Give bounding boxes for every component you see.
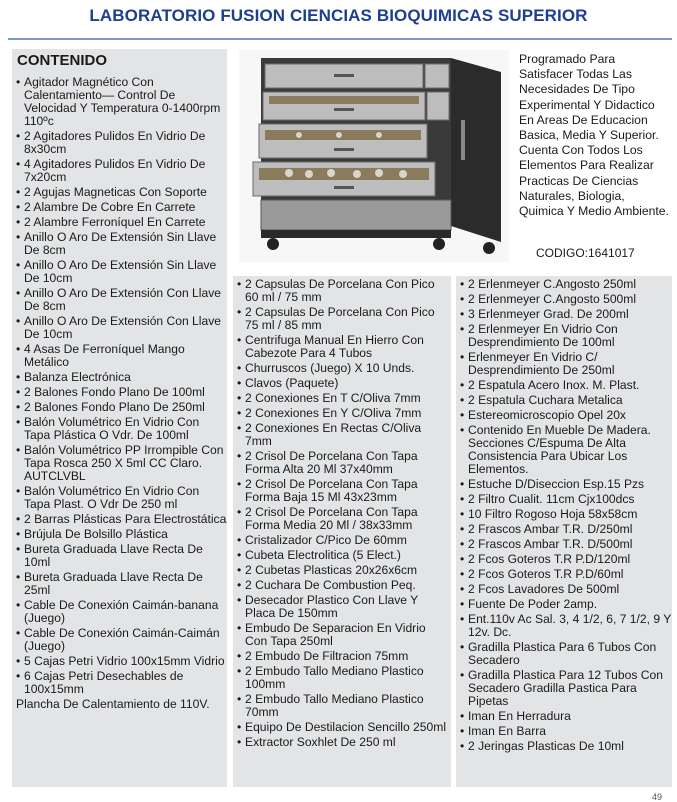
list-item: • Anillo O Aro De Extensión Sin Llave De 8cm: [16, 231, 227, 257]
cabinet-drawing: [239, 50, 509, 262]
contents-list-1: [16, 76, 227, 696]
title-rule: [8, 38, 672, 40]
list-item: • Anillo O Aro De Extensión Sin Llave De 10cm: [16, 259, 227, 285]
list-item: • 3 Erlenmeyer Grad. De 200ml: [460, 308, 672, 321]
list-item: • 4 Agitadores Pulidos En Vidrio De 7x20cm: [16, 158, 227, 184]
list-item: • 2 Conexiones En Rectas C/Oliva 7mm: [237, 422, 451, 448]
product-description: Programado Para Satisfacer Todas Las Necesidades De Tipo Experimental Y Didactico En Areas De Educacion Basica, Media Y Superior. Cuenta Con Todos Los Elementos Para Realizar Practicas De Ciencias Naturales, Biologia, Quimica Y Medio Ambiente.: [519, 52, 669, 219]
list-item: • 2 Capsulas De Porcelana Con Pico 60 ml / 75 mm: [237, 278, 451, 304]
list-item: • Cable De Conexión Caimán-Caimán (Juego): [16, 627, 227, 653]
list-item: • 2 Jeringas Plasticas De 10ml: [460, 740, 672, 753]
list-item: • 2 Crisol De Porcelana Con Tapa Forma Media 20 Ml / 38x33mm: [237, 506, 451, 532]
list-item: • Ent.110v Ac Sal. 3, 4 1/2, 6, 7 1/2, 9 Y 12v. Dc.: [460, 613, 672, 639]
list-item: • Iman En Barra: [460, 725, 672, 738]
list-item: • 2 Erlenmeyer En Vidrio Con Desprendimiento De 100ml: [460, 323, 672, 349]
list-item: • 2 Embudo Tallo Mediano Plastico 70mm: [237, 693, 451, 719]
list-item: • 2 Erlenmeyer C.Angosto 250ml: [460, 278, 672, 291]
list-item: • 2 Conexiones En T C/Oliva 7mm: [237, 392, 451, 405]
product-code: CODIGO:1641017: [536, 246, 635, 260]
contents-heading: CONTENIDO: [17, 52, 107, 69]
list-item: • Fuente De Poder 2amp.: [460, 598, 672, 611]
contents-column-3: [456, 276, 672, 787]
list-item: • 2 Crisol De Porcelana Con Tapa Forma Alta 20 Ml 37x40mm: [237, 450, 451, 476]
list-item: • 2 Cubetas Plasticas 20x26x6cm: [237, 564, 451, 577]
list-item: • 2 Fcos Lavadores De 500ml: [460, 583, 672, 596]
list-item: • 2 Balones Fondo Plano De 250ml: [16, 401, 227, 414]
list-item: • Clavos (Paquete): [237, 377, 451, 390]
list-item: • 2 Filtro Cualit. 11cm Cjx100dcs: [460, 493, 672, 506]
list-item: • Gradilla Plastica Para 12 Tubos Con Secadero Gradilla Pastica Para Pipetas: [460, 669, 672, 708]
list-item: • 2 Alambre De Cobre En Carrete: [16, 201, 227, 214]
list-item: • Brújula De Bolsillo Plástica: [16, 528, 227, 541]
cabinet-image: [239, 50, 509, 262]
list-item: • 2 Agitadores Pulidos En Vidrio De 8x30cm: [16, 130, 227, 156]
list-item: • 2 Frascos Ambar T.R. D/250ml: [460, 523, 672, 536]
list-item: • Embudo De Separacion En Vidrio Con Tapa 250ml: [237, 622, 451, 648]
list-item: • Centrifuga Manual En Hierro Con Cabezote Para 4 Tubos: [237, 334, 451, 360]
list-item: • Extractor Soxhlet De 250 ml: [237, 736, 451, 749]
list-item: • 2 Conexiones En Y C/Oliva 7mm: [237, 407, 451, 420]
list-item: • 2 Agujas Magneticas Con Soporte: [16, 186, 227, 199]
list-item: • 2 Fcos Goteros T.R P.D/60ml: [460, 568, 672, 581]
list-item: • 2 Crisol De Porcelana Con Tapa Forma Baja 15 Ml 43x23mm: [237, 478, 451, 504]
list-item: • Erlenmeyer En Vidrio C/ Desprendimiento De 250ml: [460, 351, 672, 377]
list-item: • Estereomicroscopio Opel 20x: [460, 409, 672, 422]
list-item: • 6 Cajas Petri Desechables de 100x15mm: [16, 670, 227, 696]
list-item: • 2 Capsulas De Porcelana Con Pico 75 ml / 85 mm: [237, 306, 451, 332]
list-item: • Bureta Graduada Llave Recta De 10ml: [16, 543, 227, 569]
list-item: • 2 Embudo Tallo Mediano Plastico 100mm: [237, 665, 451, 691]
list-item: • Gradilla Plastica Para 6 Tubos Con Secadero: [460, 641, 672, 667]
list-item: • 5 Cajas Petri Vidrio 100x15mm Vidrio: [16, 655, 227, 668]
list-item: • Cristalizador C/Pico De 60mm: [237, 534, 451, 547]
list-item: • 10 Filtro Rogoso Hoja 58x58cm: [460, 508, 672, 521]
list-item: • Balón Volumétrico En Vidrio Con Tapa Plast. O Vdr De 250 ml: [16, 485, 227, 511]
list-item: • Cubeta Electrolitica (5 Elect.): [237, 549, 451, 562]
list-item: • Churruscos (Juego) X 10 Unds.: [237, 362, 451, 375]
list-item: • Agitador Magnético Con Calentamiento— Control De Velocidad Y Temperatura 0-1400rpm 110ºc: [16, 76, 227, 128]
list-item: • Contenido En Mueble De Madera. Secciones C/Espuma De Alta Consistencia Para Ubicar Los Elementos.: [460, 424, 672, 476]
list-item: • 2 Frascos Ambar T.R. D/500ml: [460, 538, 672, 551]
list-item: • Equipo De Destilacion Sencillo 250ml: [237, 721, 451, 734]
contents-tail-item: Plancha De Calentamiento de 110V.: [16, 697, 210, 711]
list-item: • Estuche D/Diseccion Esp.15 Pzs: [460, 478, 672, 491]
list-item: • Balón Volumétrico En Vidrio Con Tapa Plástica O Vdr. De 100ml: [16, 416, 227, 442]
list-item: • 2 Alambre Ferroníquel En Carrete: [16, 216, 227, 229]
list-item: • Anillo O Aro De Extensión Con Llave De 8cm: [16, 287, 227, 313]
list-item: • Desecador Plastico Con Llave Y Placa De 150mm: [237, 594, 451, 620]
page-number: 49: [652, 792, 663, 802]
list-item: • 2 Barras Plásticas Para Electrostática: [16, 513, 227, 526]
list-item: • Iman En Herradura: [460, 710, 672, 723]
list-item: • 4 Asas De Ferroníquel Mango Metálico: [16, 343, 227, 369]
list-item: • 2 Espatula Acero Inox. M. Plast.: [460, 379, 672, 392]
list-item: • 2 Cuchara De Combustion Peq.: [237, 579, 451, 592]
contents-column-1: [12, 49, 227, 787]
list-item: • Anillo O Aro De Extensión Con Llave De 10cm: [16, 315, 227, 341]
list-item: • 2 Erlenmeyer C.Angosto 500ml: [460, 293, 672, 306]
list-item: • Cable De Conexión Caimán-banana (Juego): [16, 599, 227, 625]
list-item: • 2 Fcos Goteros T.R P.D/120ml: [460, 553, 672, 566]
list-item: • Bureta Graduada Llave Recta De 25ml: [16, 571, 227, 597]
contents-list-2: [237, 278, 451, 749]
page-title: LABORATORIO FUSION CIENCIAS BIOQUIMICAS SUPERIOR: [89, 6, 588, 25]
list-item: • 2 Balones Fondo Plano De 100ml: [16, 386, 227, 399]
list-item: • Balón Volumétrico PP Irrompible Con Tapa Rosca 250 X 5ml CC Claro. AUTCLVBL: [16, 444, 227, 483]
contents-column-2: [233, 276, 451, 787]
list-item: • 2 Embudo De Filtracion 75mm: [237, 650, 451, 663]
list-item: • 2 Espatula Cuchara Metalica: [460, 394, 672, 407]
list-item: • Balanza Electrónica: [16, 371, 227, 384]
contents-list-3: [460, 278, 672, 753]
